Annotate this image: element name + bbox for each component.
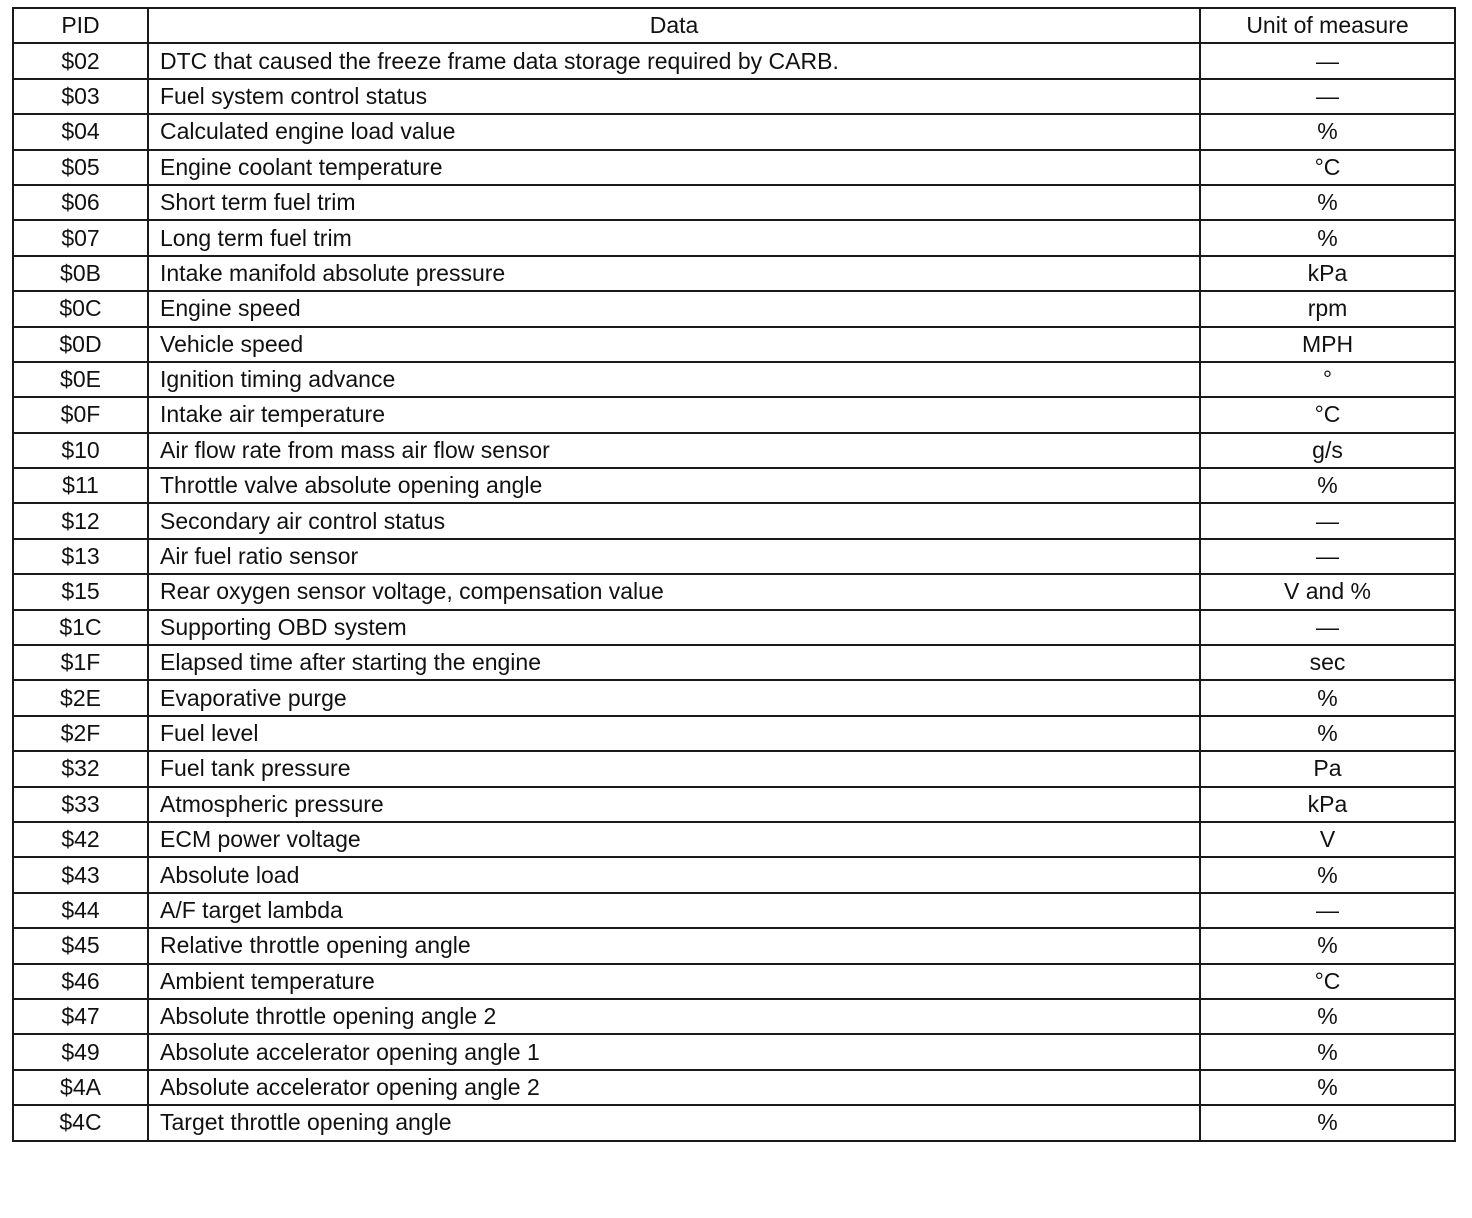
data-cell: Fuel tank pressure [148,751,1200,786]
pid-cell: $06 [13,185,148,220]
table-row [13,1105,1455,1140]
table-row [13,433,1455,468]
pid-cell: $0E [13,362,148,397]
unit-cell: % [1200,1034,1455,1069]
pid-cell: $0F [13,397,148,432]
data-cell: Evaporative purge [148,680,1200,715]
unit-cell: kPa [1200,256,1455,291]
table-row [13,362,1455,397]
unit-cell: kPa [1200,787,1455,822]
unit-cell: ° [1200,362,1455,397]
pid-cell: $10 [13,433,148,468]
table-row [13,503,1455,538]
pid-cell: $32 [13,751,148,786]
data-cell: A/F target lambda [148,893,1200,928]
pid-cell: $0B [13,256,148,291]
unit-cell: — [1200,610,1455,645]
data-cell: Ignition timing advance [148,362,1200,397]
pid-cell: $15 [13,574,148,609]
unit-cell: g/s [1200,433,1455,468]
data-cell: Long term fuel trim [148,220,1200,255]
unit-cell: % [1200,680,1455,715]
pid-cell: $46 [13,964,148,999]
table-row [13,680,1455,715]
unit-cell: % [1200,220,1455,255]
table-row [13,220,1455,255]
table-row [13,964,1455,999]
table-row [13,928,1455,963]
unit-cell: % [1200,1105,1455,1140]
pid-cell: $13 [13,539,148,574]
pid-cell: $47 [13,999,148,1034]
table-row [13,1070,1455,1105]
pid-cell: $2F [13,716,148,751]
table-row [13,857,1455,892]
data-cell: Air fuel ratio sensor [148,539,1200,574]
data-cell: Fuel level [148,716,1200,751]
data-cell: Relative throttle opening angle [148,928,1200,963]
data-cell: Intake air temperature [148,397,1200,432]
pid-cell: $04 [13,114,148,149]
pid-cell: $0D [13,327,148,362]
unit-cell: — [1200,893,1455,928]
table-row [13,468,1455,503]
table-row [13,787,1455,822]
table-row [13,716,1455,751]
unit-cell: °C [1200,964,1455,999]
unit-cell: % [1200,857,1455,892]
pid-cell: $43 [13,857,148,892]
unit-cell: % [1200,114,1455,149]
table-row [13,291,1455,326]
table-row [13,43,1455,78]
data-cell: DTC that caused the freeze frame data storage required by CARB. [148,43,1200,78]
unit-cell: — [1200,79,1455,114]
data-cell: Atmospheric pressure [148,787,1200,822]
pid-cell: $05 [13,150,148,185]
unit-cell: — [1200,43,1455,78]
pid-cell: $03 [13,79,148,114]
table-row [13,893,1455,928]
pid-cell: $4A [13,1070,148,1105]
unit-cell: °C [1200,150,1455,185]
pid-cell: $11 [13,468,148,503]
table-row [13,539,1455,574]
table-row [13,1034,1455,1069]
data-cell: Intake manifold absolute pressure [148,256,1200,291]
data-cell: Air flow rate from mass air flow sensor [148,433,1200,468]
unit-cell: — [1200,503,1455,538]
pid-cell: $49 [13,1034,148,1069]
header-data: Data [148,8,1200,43]
table-row [13,185,1455,220]
pid-cell: $2E [13,680,148,715]
table-row [13,150,1455,185]
data-cell: Elapsed time after starting the engine [148,645,1200,680]
pid-cell: $0C [13,291,148,326]
header-unit: Unit of measure [1200,8,1455,43]
unit-cell: Pa [1200,751,1455,786]
pid-cell: $1F [13,645,148,680]
table-row [13,751,1455,786]
freeze-frame-pid-table [12,7,1456,1142]
unit-cell: sec [1200,645,1455,680]
data-cell: Fuel system control status [148,79,1200,114]
data-cell: Engine coolant temperature [148,150,1200,185]
data-cell: Vehicle speed [148,327,1200,362]
data-cell: Absolute accelerator opening angle 1 [148,1034,1200,1069]
unit-cell: °C [1200,397,1455,432]
unit-cell: rpm [1200,291,1455,326]
unit-cell: % [1200,716,1455,751]
data-cell: Supporting OBD system [148,610,1200,645]
data-cell: ECM power voltage [148,822,1200,857]
unit-cell: — [1200,539,1455,574]
pid-cell: $07 [13,220,148,255]
table-row [13,999,1455,1034]
table-row [13,79,1455,114]
pid-cell: $12 [13,503,148,538]
data-cell: Ambient temperature [148,964,1200,999]
unit-cell: % [1200,1070,1455,1105]
pid-cell: $02 [13,43,148,78]
pid-cell: $4C [13,1105,148,1140]
unit-cell: % [1200,185,1455,220]
table-header-row [13,8,1455,43]
data-cell: Short term fuel trim [148,185,1200,220]
table-row [13,114,1455,149]
pid-cell: $44 [13,893,148,928]
unit-cell: % [1200,999,1455,1034]
unit-cell: MPH [1200,327,1455,362]
table-row [13,574,1455,609]
header-pid: PID [13,8,148,43]
pid-cell: $33 [13,787,148,822]
table-row [13,397,1455,432]
table-row [13,610,1455,645]
unit-cell: V and % [1200,574,1455,609]
table-row [13,645,1455,680]
data-cell: Target throttle opening angle [148,1105,1200,1140]
data-cell: Engine speed [148,291,1200,326]
table-body [13,43,1455,1140]
table-row [13,822,1455,857]
unit-cell: % [1200,928,1455,963]
data-cell: Secondary air control status [148,503,1200,538]
pid-cell: $1C [13,610,148,645]
table-row [13,256,1455,291]
pid-cell: $42 [13,822,148,857]
table-row [13,327,1455,362]
data-cell: Calculated engine load value [148,114,1200,149]
data-cell: Rear oxygen sensor voltage, compensation value [148,574,1200,609]
data-cell: Throttle valve absolute opening angle [148,468,1200,503]
data-cell: Absolute load [148,857,1200,892]
data-cell: Absolute throttle opening angle 2 [148,999,1200,1034]
data-cell: Absolute accelerator opening angle 2 [148,1070,1200,1105]
unit-cell: % [1200,468,1455,503]
pid-cell: $45 [13,928,148,963]
unit-cell: V [1200,822,1455,857]
